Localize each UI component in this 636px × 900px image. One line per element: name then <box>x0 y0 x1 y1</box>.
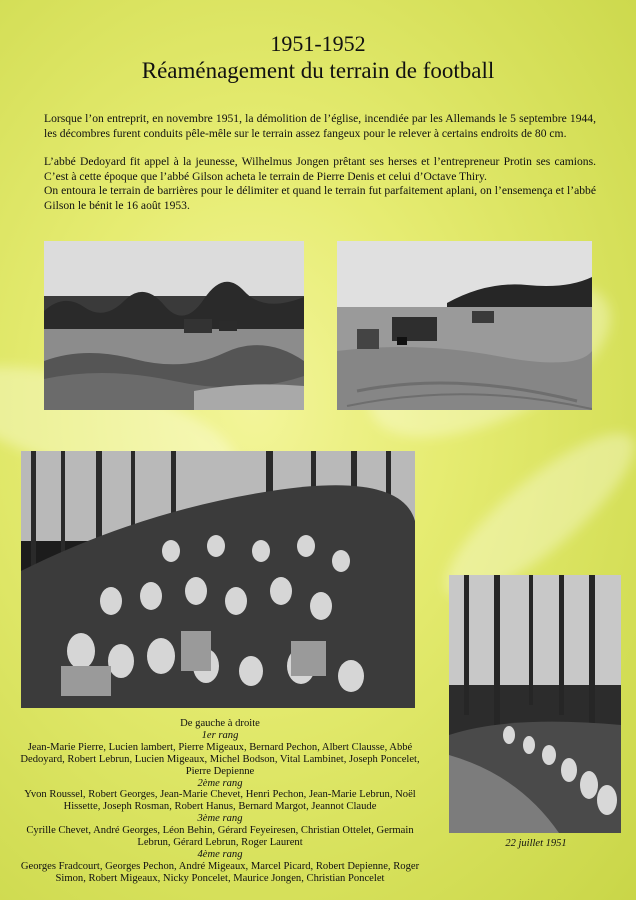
rank2-label: 2ème rang <box>197 777 243 789</box>
page-years: 1951-1952 <box>270 31 366 56</box>
paragraph-demolition: Lorsque l’on entreprit, en novembre 1951, la démolition de l’église, incendiée par les Allemands le 5 septembre 1944, les décombres furent conduits pêle-mêle sur le terrain assez fangeux pour le relever à certains endroits de 80 cm. <box>44 112 596 140</box>
paragraph-volunteers: L’abbé Dedoyard fit appel à la jeunesse, Wilhelmus Jongen prêtant ses herses et l’entrepreneur Protin ses camions. C’est à cette époque que l’abbé Gilson acheta le terrain de Pierre Denis et celui d’Octave Thiry. <box>44 155 596 183</box>
rank1-names: Jean-Marie Pierre, Lucien lambert, Pierre Migeaux, Bernard Pechon, Albert Clausse, Abbé Dedoyard, Robert Lebrun, Lucien Migeaux, Michel Bodson, Vital Lambinet, Joseph Poncelet, Pierre Depienne <box>20 741 420 777</box>
rank4-names: Georges Fradcourt, Georges Pechon, André Migeaux, Marcel Picard, Robert Depienne, Roger Simon, Robert Migeaux, Nicky Poncelet, Maurice Jongen, Christian Poncelet <box>20 860 420 884</box>
group-photo-caption <box>20 718 420 885</box>
photo-group-volunteers <box>21 451 415 708</box>
photo-field-debris <box>44 241 304 410</box>
caption-intro: De gauche à droite <box>180 718 260 729</box>
rank2-names: Yvon Roussel, Robert Georges, Jean-Marie Chevet, Henri Pechon, Jean-Marie Lebrun, Noël Hissette, Joseph Rosman, Robert Hanus, Bernard Margot, Jeannot Claude <box>24 789 416 813</box>
photo-spectators-forest <box>449 575 621 833</box>
rank3-label: 3ème rang <box>197 813 243 825</box>
photo-trucks-field <box>337 241 592 410</box>
rank3-names: Cyrille Chevet, André Georges, Léon Behin, Gérard Feyeiresen, Christian Ottelet, Germain Lebrun, Gérard Lebrun, Roger Laurent <box>26 825 414 849</box>
photo-date-caption: 22 juillet 1951 <box>505 838 567 849</box>
rank1-label: 1er rang <box>201 729 239 741</box>
page-title: Réaménagement du terrain de football <box>141 58 495 83</box>
rank4-label: 4ème rang <box>197 848 243 860</box>
paragraph-fencing: On entoura le terrain de barrières pour le délimiter et quand le terrain fut parfaitement aplani, on l’ensemença et l’abbé Gilson le bénit le 16 août 1953. <box>44 184 596 212</box>
